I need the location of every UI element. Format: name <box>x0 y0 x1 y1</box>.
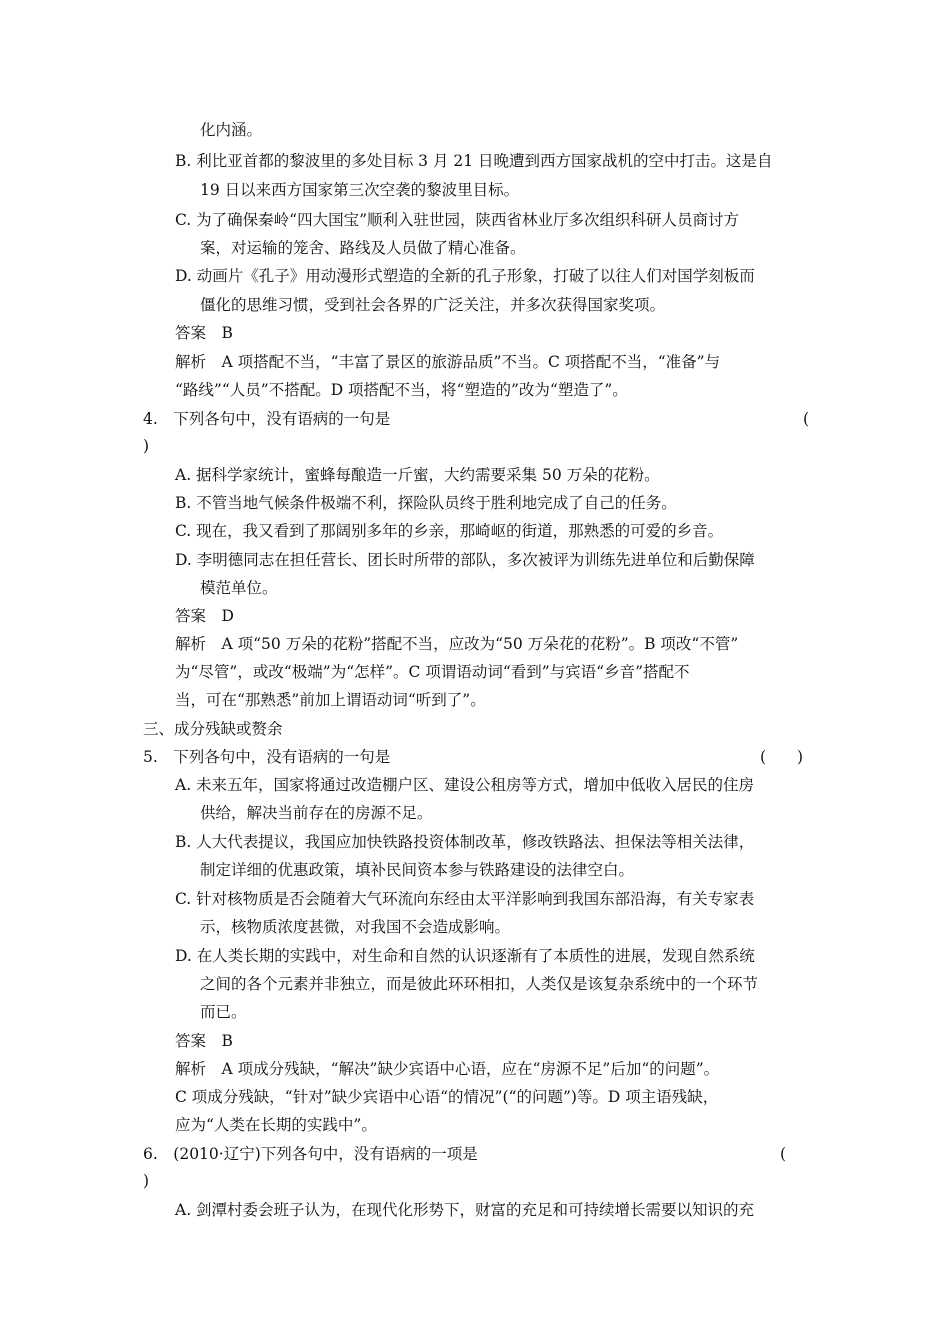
q6-stem: 6. (2010·辽宁)下列各句中，没有语病的一项是 <box>143 1145 478 1163</box>
q6-answer-paren-close: ) <box>143 1172 150 1190</box>
q4-answer: 答案 D <box>175 607 234 625</box>
q5-option-b-line2: 制定详细的优惠政策，填补民间资本参与铁路建设的法律空白。 <box>200 861 635 879</box>
q5-option-b-line1: B. 人大代表提议，我国应加快铁路投资体制改革，修改铁路法、担保法等相关法律， <box>175 833 755 851</box>
q4-option-d-line1: D. 李明德同志在担任营长、团长时所带的部队，多次被评为训练先进单位和后勤保障 <box>175 551 755 569</box>
q4-answer-paren-open: ( <box>803 410 810 428</box>
q3-option-b-line2: 19 日以来西方国家第三次空袭的黎波里目标。 <box>200 181 520 199</box>
q5-option-d-line2: 之间的各个元素并非独立，而是彼此环环相扣，人类仅是该复杂系统中的一个环节 <box>200 975 759 993</box>
q4-option-a: A. 据科学家统计，蜜蜂每酿造一斤蜜，大约需要采集 50 万朵的花粉。 <box>175 466 660 484</box>
q3-option-a-continuation: 化内涵。 <box>200 121 263 139</box>
q3-analysis-line2: “路线”“人员”不搭配。D 项搭配不当，将“塑造的”改为“塑造了”。 <box>175 381 628 399</box>
q3-option-c-line1: C. 为了确保秦岭“四大国宝”顺利入驻世园，陕西省林业厅多次组织科研人员商讨方 <box>175 211 740 229</box>
q3-option-d-line1: D. 动画片《孔子》用动漫形式塑造的全新的孔子形象，打破了以往人们对国学刻板而 <box>175 267 755 285</box>
q3-option-c-line2: 案，对运输的笼舍、路线及人员做了精心准备。 <box>200 239 526 257</box>
q4-option-c: C. 现在，我又看到了那阔别多年的乡亲，那崎岖的街道，那熟悉的可爱的乡音。 <box>175 522 724 540</box>
q5-analysis-line3: 应为“人类在长期的实践中”。 <box>175 1116 377 1134</box>
q5-option-c-line2: 示，核物质浓度甚微，对我国不会造成影响。 <box>200 918 511 936</box>
q4-option-b: B. 不管当地气候条件极端不利，探险队员终于胜利地完成了自己的任务。 <box>175 494 677 512</box>
q5-option-c-line1: C. 针对核物质是否会随着大气环流向东经由太平洋影响到我国东部沿海，有关专家表 <box>175 890 755 908</box>
q5-option-a-line1: A. 未来五年，国家将通过改造棚户区、建设公租房等方式，增加中低收入居民的住房 <box>175 776 755 794</box>
q5-analysis-line1: 解析 A 项成分残缺，“解决”缺少宾语中心语，应在“房源不足”后加“的问题”。 <box>175 1060 720 1078</box>
q5-option-a-line2: 供给，解决当前存在的房源不足。 <box>200 804 433 822</box>
q3-option-b-line1: B. 利比亚首都的黎波里的多处目标 3 月 21 日晚遭到西方国家战机的空中打击。这是自 <box>175 152 773 170</box>
q4-analysis-line3: 当，可在“那熟悉”前加上谓语动词“听到了”。 <box>175 691 486 709</box>
q5-analysis-line2: C 项成分残缺，“针对”缺少宾语中心语“的情况”(“的问题”)等。D 项主语残缺， <box>175 1088 719 1106</box>
q4-analysis-line2: 为“尽管”，或改“极端”为“怎样”。C 项谓语动词“看到”与宾语“乡音”搭配不 <box>175 663 690 681</box>
q3-option-d-line2: 僵化的思维习惯，受到社会各界的广泛关注，并多次获得国家奖项。 <box>200 296 666 314</box>
q5-stem: 5. 下列各句中，没有语病的一句是 <box>143 748 391 766</box>
q6-answer-paren-open: ( <box>780 1145 787 1163</box>
q3-analysis-line1: 解析 A 项搭配不当，“丰富了景区的旅游品质”不当。C 项搭配不当，“准备”与 <box>175 353 721 371</box>
q6-option-a-line1: A. 剑潭村委会班子认为，在现代化形势下，财富的充足和可持续增长需要以知识的充 <box>175 1201 755 1219</box>
q4-analysis-line1: 解析 A 项“50 万朵的花粉”搭配不当，应改为“50 万朵花的花粉”。B 项改“不管” <box>175 635 739 653</box>
q3-answer: 答案 B <box>175 324 233 342</box>
q4-option-d-line2: 模范单位。 <box>200 579 278 597</box>
q5-option-d-line1: D. 在人类长期的实践中，对生命和自然的认识逐渐有了本质性的进展，发现自然系统 <box>175 947 755 965</box>
section-heading: 三、成分残缺或赘余 <box>143 720 283 738</box>
q5-answer: 答案 B <box>175 1032 233 1050</box>
q4-stem: 4. 下列各句中，没有语病的一句是 <box>143 410 391 428</box>
q5-option-d-line3: 而已。 <box>200 1003 247 1021</box>
q5-answer-paren: ( ) <box>760 748 804 766</box>
q4-answer-paren-close: ) <box>143 437 150 455</box>
